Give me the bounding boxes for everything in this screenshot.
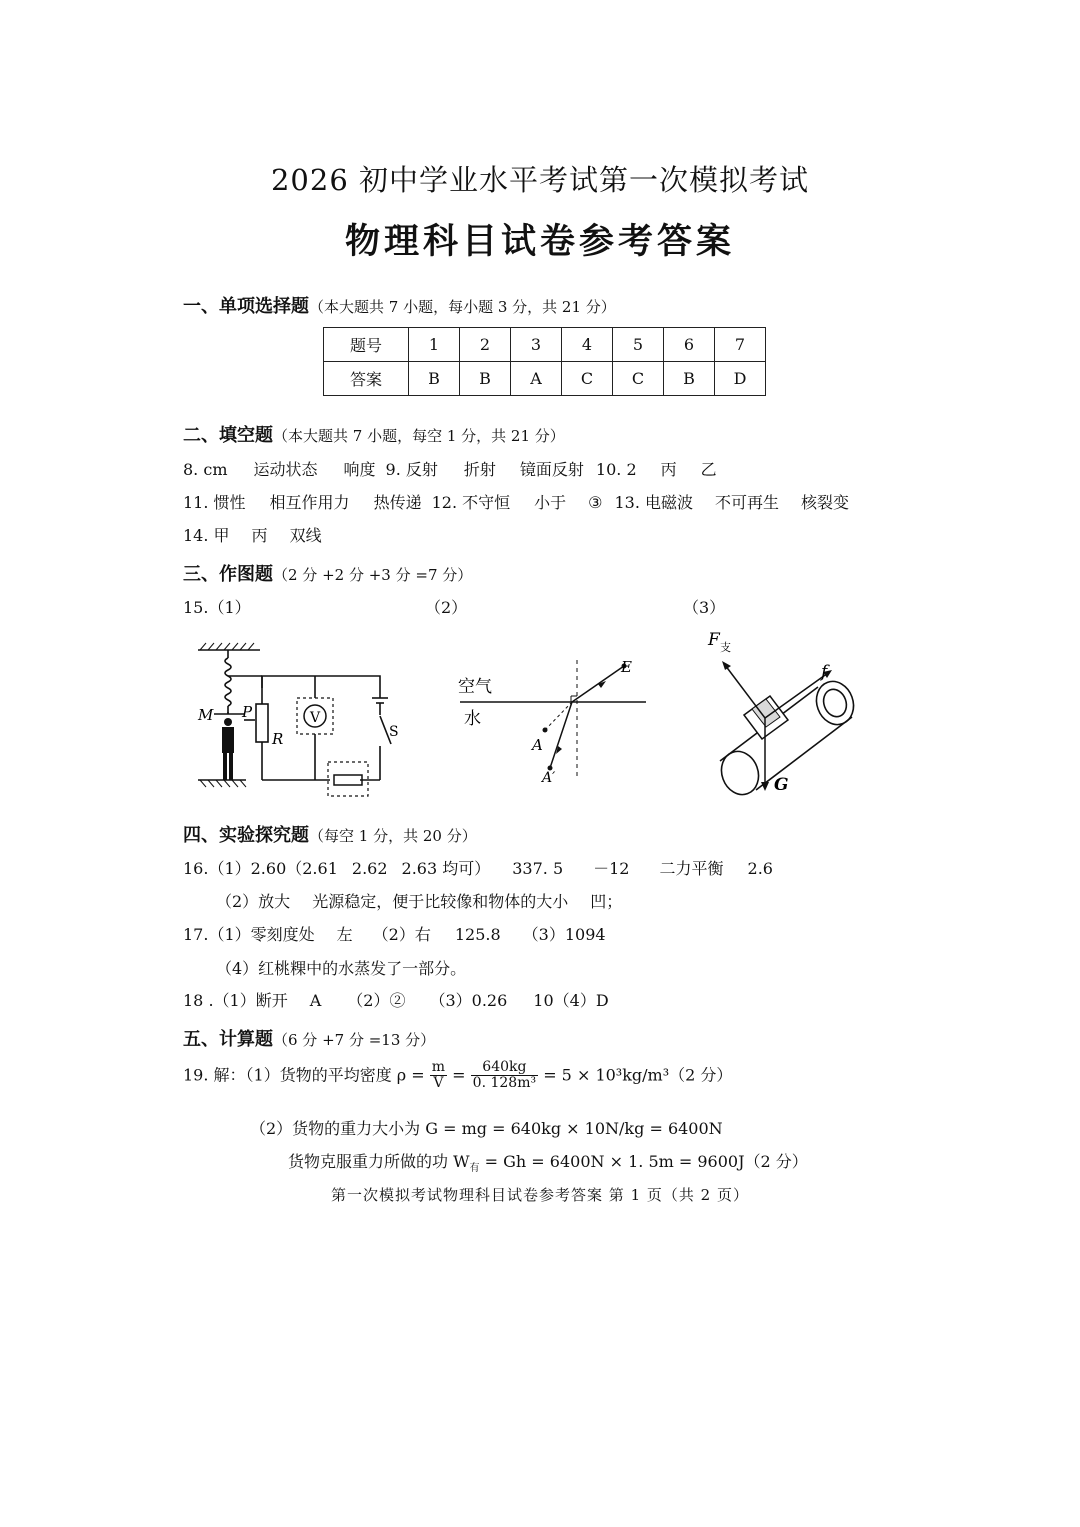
page-footer: 第一次模拟考试物理科目试卷参考答案 第 1 页（共 2 页）: [331, 1186, 749, 1204]
label-air: 空气: [458, 677, 492, 697]
answer-text: 337. 5: [512, 859, 564, 878]
q15-sub2-label: （2）: [425, 598, 468, 617]
answer-text: 9. 反射: [385, 460, 438, 479]
label-f: f: [821, 662, 828, 682]
fill-blank-line-3: [183, 523, 322, 546]
label-water: 水: [464, 709, 481, 729]
answer-text: ③: [588, 493, 603, 512]
row-label-answer: 答案: [324, 362, 409, 396]
answer-text: （2）右: [372, 925, 431, 944]
answer-text: 10. 2: [595, 460, 637, 479]
section5-heading: 五、计算题: [183, 1029, 273, 1050]
label-M: M: [198, 706, 214, 724]
conveyor-force-diagram: [700, 625, 890, 805]
fill-blank-line-1: [183, 457, 717, 480]
question-number: 6: [664, 328, 715, 362]
answer-text: 16.（1）2.60（2.61: [183, 859, 338, 878]
answer-text: 不可再生: [715, 493, 780, 512]
answer-text: 12. 不守恒: [431, 493, 511, 512]
section1-header: [183, 292, 616, 318]
answer-text: 2.6: [747, 859, 773, 878]
q19-part2a: （2）货物的重力大小为 G = mg = 640kg × 10N/kg = 6400N: [250, 1119, 723, 1138]
answer-text: 2.63 均可）: [401, 859, 491, 878]
q17-part2: （4）红桃粿中的水蒸发了一部分。: [216, 959, 467, 978]
section2-heading: 二、填空题: [183, 425, 273, 446]
answer-text: 8. cm: [183, 460, 228, 479]
answer-text: 核裂变: [801, 493, 850, 512]
question-number: 7: [715, 328, 766, 362]
voltmeter-label: V: [309, 710, 321, 726]
answer-text: 丙: [660, 460, 677, 479]
row-label-number: 题号: [324, 328, 409, 362]
label-P: P: [242, 703, 253, 721]
q16-part2: [216, 889, 622, 912]
answer-text: 17.（1）零刻度处: [183, 925, 315, 944]
answer-key-title: 物理科目试卷参考答案: [344, 221, 735, 262]
label-A-prime: A′: [542, 770, 556, 786]
answer-text: 二力平衡: [659, 859, 724, 878]
section3-heading: 三、作图题: [183, 564, 273, 585]
section4-note: （每空 1 分，共 20 分）: [309, 827, 477, 845]
answer-text: A: [309, 991, 322, 1010]
answer-cell: B: [409, 362, 460, 396]
fraction-denominator: 0. 128m³: [472, 1075, 537, 1092]
fraction-numerator: m: [431, 1059, 446, 1075]
q19-part1: 19. 解：（1）货物的平均密度 ρ = $\frac{m}{V}$ = $\frac{640kg}{\text{0. 128m³}}$ = 5 × 10³kg/m³（2 分）: [183, 1059, 733, 1092]
answer-text: 11. 惯性: [183, 493, 246, 512]
answer-text: （3）1094: [522, 925, 606, 944]
answer-cell: B: [460, 362, 511, 396]
answer-text: 2.62: [351, 859, 388, 878]
exam-title: 2026 初中学业水平考试第一次模拟考试: [270, 163, 810, 197]
label-S: S: [389, 724, 399, 740]
answer-text: 热传递: [373, 493, 422, 512]
section3-header: [183, 560, 472, 586]
refraction-diagram: [450, 650, 660, 790]
answer-text: 小于: [534, 493, 567, 512]
fraction-numerator: 640kg: [471, 1060, 538, 1076]
answer-text: 左: [336, 925, 353, 944]
q18: [183, 988, 609, 1011]
q19-part2b: [288, 1149, 808, 1174]
answer-text: 响度: [343, 460, 376, 479]
answer-text: 相互作用力: [269, 493, 350, 512]
answer-text: 18 .（1）断开: [183, 991, 288, 1010]
label-G: G: [774, 775, 789, 795]
answer-text: 折射: [463, 460, 496, 479]
question-number-row: [324, 328, 766, 362]
answer-text: 丙: [251, 526, 268, 545]
fill-blank-line-2: [183, 490, 849, 513]
answer-text: 凹；: [590, 892, 623, 911]
work-result: = Gh = 6400N × 1. 5m = 9600J（2 分）: [479, 1152, 808, 1171]
circuit-diagram: [190, 640, 410, 805]
question-number: 1: [409, 328, 460, 362]
question-number: 4: [562, 328, 613, 362]
answer-cell: A: [511, 362, 562, 396]
answer-text: 光源稳定，便于比较像和物体的大小: [312, 892, 569, 911]
q19-result: = 5 × 10³kg/m³（2 分）: [543, 1065, 733, 1085]
work-subscript: 有: [469, 1163, 480, 1175]
question-number: 3: [511, 328, 562, 362]
work-text: 货物克服重力所做的功 W: [288, 1152, 470, 1171]
section5-note: （6 分 +7 分 =13 分）: [273, 1031, 436, 1049]
answer-text: 13. 电磁波: [614, 493, 694, 512]
answer-text: 双线: [289, 526, 322, 545]
answer-text: －12: [593, 859, 630, 878]
density-fraction: [430, 1060, 447, 1092]
answer-text: 14. 甲: [183, 526, 230, 545]
answer-text: （3）0.26: [429, 991, 508, 1010]
multiple-choice-answer-table: [323, 327, 766, 396]
value-fraction: [471, 1060, 538, 1092]
label-R: R: [272, 730, 284, 748]
answer-cell: C: [562, 362, 613, 396]
label-E: E: [621, 658, 632, 676]
section5-header: [183, 1025, 435, 1051]
section4-header: [183, 821, 477, 847]
answer-row: [324, 362, 766, 396]
section4-heading: 四、实验探究题: [183, 825, 309, 846]
answer-text: （2）②: [347, 991, 406, 1010]
answer-text: （2）放大: [216, 892, 291, 911]
q19-prefix: 19. 解：（1）货物的平均密度 ρ =: [183, 1065, 425, 1085]
answer-text: 乙: [700, 460, 717, 479]
q15-sub3-label: （3）: [683, 598, 726, 617]
question-number: 5: [613, 328, 664, 362]
q16-part1: [183, 856, 773, 879]
section3-note: （2 分 +2 分 +3 分 =7 分）: [273, 566, 473, 584]
answer-text: 10（4）D: [533, 991, 609, 1010]
answer-text: 125.8: [454, 925, 501, 944]
answer-cell: D: [715, 362, 766, 396]
answer-cell: C: [613, 362, 664, 396]
section2-note: （本大题共 7 小题，每空 1 分，共 21 分）: [273, 427, 565, 445]
q17-part1: [183, 922, 606, 945]
label-A: A: [532, 736, 543, 754]
answer-text: 运动状态: [253, 460, 318, 479]
label-F: F: [708, 630, 720, 650]
answer-text: 镜面反射: [519, 460, 584, 479]
question-number: 2: [460, 328, 511, 362]
section1-heading: 一、单项选择题: [183, 296, 309, 317]
section2-header: [183, 421, 565, 447]
answer-cell: B: [664, 362, 715, 396]
section1-note: （本大题共 7 小题，每小题 3 分，共 21 分）: [309, 298, 616, 316]
fraction-denominator: V: [433, 1075, 444, 1092]
label-F-subscript: 支: [720, 641, 731, 654]
q15-label: 15.（1）: [183, 598, 251, 617]
